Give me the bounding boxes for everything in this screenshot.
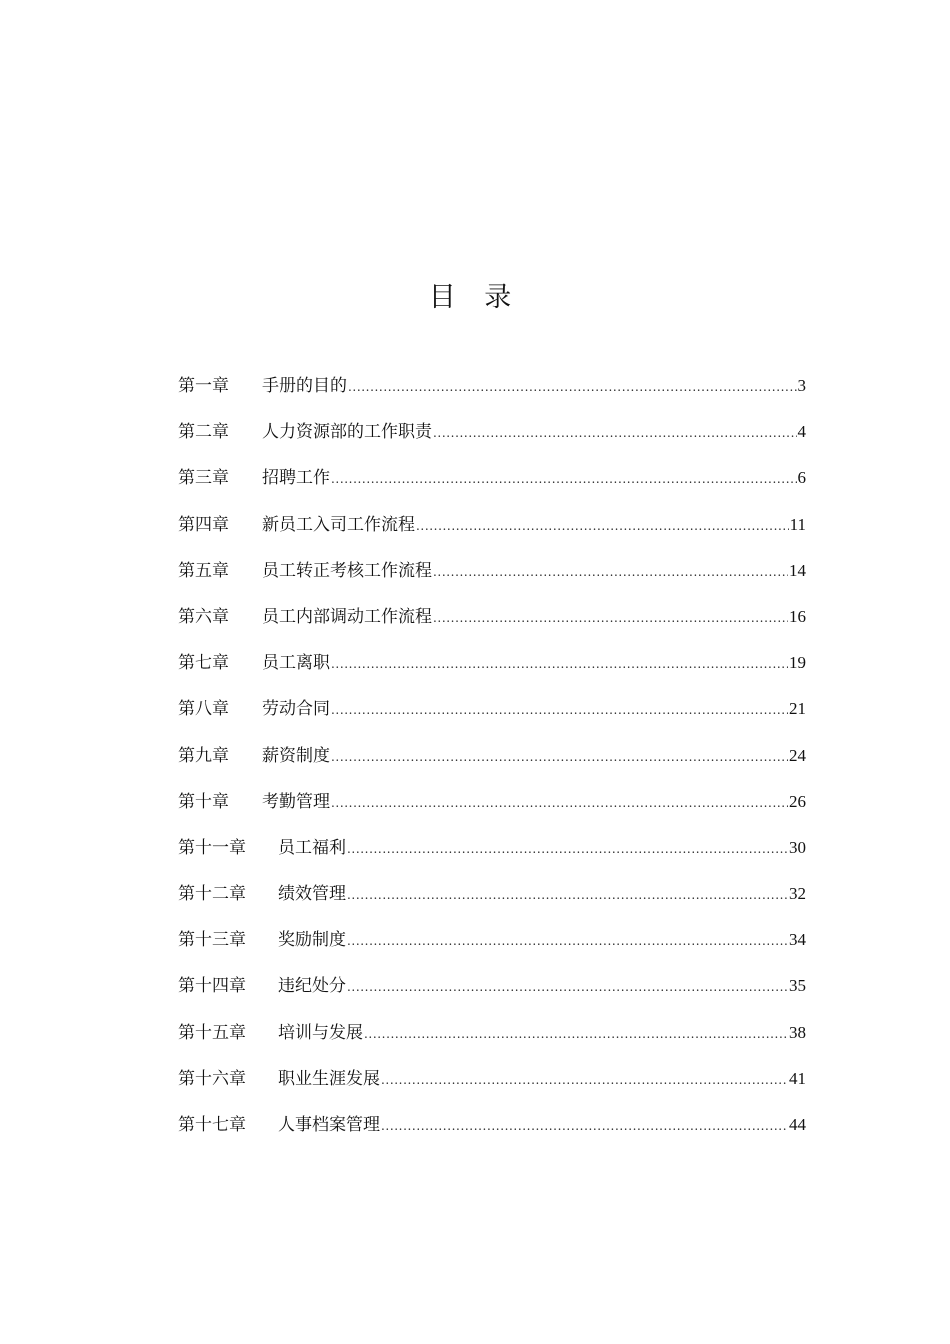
toc-chapter-label: 第十四章 bbox=[178, 976, 246, 997]
toc-chapter-label: 第一章 bbox=[178, 376, 229, 396]
toc-dot-leader bbox=[331, 650, 788, 678]
toc-dot-leader bbox=[347, 973, 788, 1001]
toc-chapter-label: 第十章 bbox=[178, 791, 229, 812]
toc-chapter-label: 第六章 bbox=[178, 606, 229, 627]
toc-chapter-label: 第五章 bbox=[178, 560, 229, 581]
toc-entry[interactable] bbox=[178, 649, 806, 695]
toc-entry-title: 手册的目的 bbox=[262, 376, 347, 396]
toc-entry[interactable] bbox=[178, 788, 806, 834]
toc-dot-leader bbox=[364, 1020, 788, 1048]
toc-entry-title: 员工福利 bbox=[278, 837, 346, 858]
toc-entry[interactable] bbox=[178, 834, 806, 880]
toc-dot-leader bbox=[331, 789, 788, 817]
toc-page-number: 3 bbox=[797, 376, 806, 395]
toc-page-number: 24 bbox=[789, 745, 806, 765]
toc-dot-leader bbox=[331, 696, 788, 724]
toc-entry-title: 员工内部调动工作流程 bbox=[262, 606, 432, 627]
toc-chapter-label: 第十五章 bbox=[178, 1022, 246, 1043]
toc-page-number: 4 bbox=[797, 422, 806, 442]
toc-page-number: 44 bbox=[789, 1115, 806, 1134]
toc-title: 目 录 bbox=[428, 282, 522, 313]
toc-entry-title: 员工离职 bbox=[262, 653, 330, 674]
toc-entry-title: 新员工入司工作流程 bbox=[262, 514, 415, 535]
toc-dot-leader bbox=[433, 419, 797, 447]
toc-dot-leader bbox=[416, 512, 789, 540]
toc-entry[interactable] bbox=[178, 1111, 806, 1157]
toc-page-number: 34 bbox=[789, 930, 806, 950]
toc-entry[interactable] bbox=[178, 557, 806, 603]
toc-page-number: 26 bbox=[789, 791, 806, 811]
toc-page-number: 35 bbox=[789, 976, 806, 996]
toc-page-number: 41 bbox=[789, 1068, 806, 1088]
toc-chapter-label: 第十三章 bbox=[178, 930, 246, 951]
toc-dot-leader bbox=[381, 1112, 788, 1140]
toc-dot-leader bbox=[348, 373, 797, 401]
toc-page-number: 38 bbox=[789, 1022, 806, 1042]
toc-dot-leader bbox=[347, 881, 788, 909]
toc-chapter-label: 第九章 bbox=[178, 745, 229, 766]
toc-chapter-label: 第十六章 bbox=[178, 1068, 246, 1089]
toc-entry-title: 员工转正考核工作流程 bbox=[262, 560, 432, 581]
toc-entry-title: 培训与发展 bbox=[278, 1022, 363, 1043]
toc-entry-title: 薪资制度 bbox=[262, 745, 330, 766]
toc-chapter-label: 第十二章 bbox=[178, 884, 246, 905]
toc-entry-title: 人力资源部的工作职责 bbox=[262, 422, 432, 443]
toc-entry[interactable] bbox=[178, 603, 806, 649]
toc-entry-title: 绩效管理 bbox=[278, 884, 346, 905]
toc-page-number: 6 bbox=[797, 468, 806, 488]
toc-chapter-label: 第十一章 bbox=[178, 837, 246, 858]
toc-entry[interactable] bbox=[178, 695, 806, 741]
toc-entry[interactable] bbox=[178, 464, 806, 510]
toc-dot-leader bbox=[331, 743, 788, 771]
toc-entry[interactable] bbox=[178, 1065, 806, 1111]
toc-entry-title: 违纪处分 bbox=[278, 976, 346, 997]
toc-entry[interactable] bbox=[178, 742, 806, 788]
toc-dot-leader bbox=[381, 1066, 788, 1094]
toc-dot-leader bbox=[433, 604, 788, 632]
toc-page-number: 30 bbox=[789, 837, 806, 857]
toc-dot-leader bbox=[433, 558, 788, 586]
toc-entry[interactable] bbox=[178, 418, 806, 464]
toc-page-number: 19 bbox=[789, 653, 806, 673]
toc-entry[interactable] bbox=[178, 880, 806, 926]
toc-entry-title: 人事档案管理 bbox=[278, 1115, 380, 1135]
toc-entry[interactable] bbox=[178, 372, 806, 418]
toc-chapter-label: 第八章 bbox=[178, 699, 229, 720]
toc-page-number: 32 bbox=[789, 884, 806, 904]
toc-chapter-label: 第七章 bbox=[178, 653, 229, 674]
toc-dot-leader bbox=[347, 927, 788, 955]
toc-page-number: 16 bbox=[789, 606, 806, 626]
toc-entry[interactable] bbox=[178, 1019, 806, 1065]
toc-chapter-label: 第四章 bbox=[178, 514, 229, 535]
toc-page-number: 11 bbox=[789, 514, 806, 534]
toc-entry-title: 考勤管理 bbox=[262, 791, 330, 812]
toc-dot-leader bbox=[347, 835, 788, 863]
toc-entry-title: 劳动合同 bbox=[262, 699, 330, 720]
toc-chapter-label: 第二章 bbox=[178, 422, 229, 443]
toc-entry[interactable] bbox=[178, 972, 806, 1018]
toc-entry[interactable] bbox=[178, 926, 806, 972]
toc-dot-leader bbox=[331, 465, 797, 493]
toc-entry[interactable] bbox=[178, 511, 806, 557]
toc-list bbox=[178, 372, 806, 1157]
toc-entry-title: 职业生涯发展 bbox=[278, 1068, 380, 1089]
toc-page-number: 14 bbox=[789, 560, 806, 580]
toc-chapter-label: 第三章 bbox=[178, 468, 229, 489]
toc-entry-title: 奖励制度 bbox=[278, 930, 346, 951]
toc-entry-title: 招聘工作 bbox=[262, 468, 330, 489]
toc-page-number: 21 bbox=[789, 699, 806, 719]
toc-chapter-label: 第十七章 bbox=[178, 1115, 246, 1135]
